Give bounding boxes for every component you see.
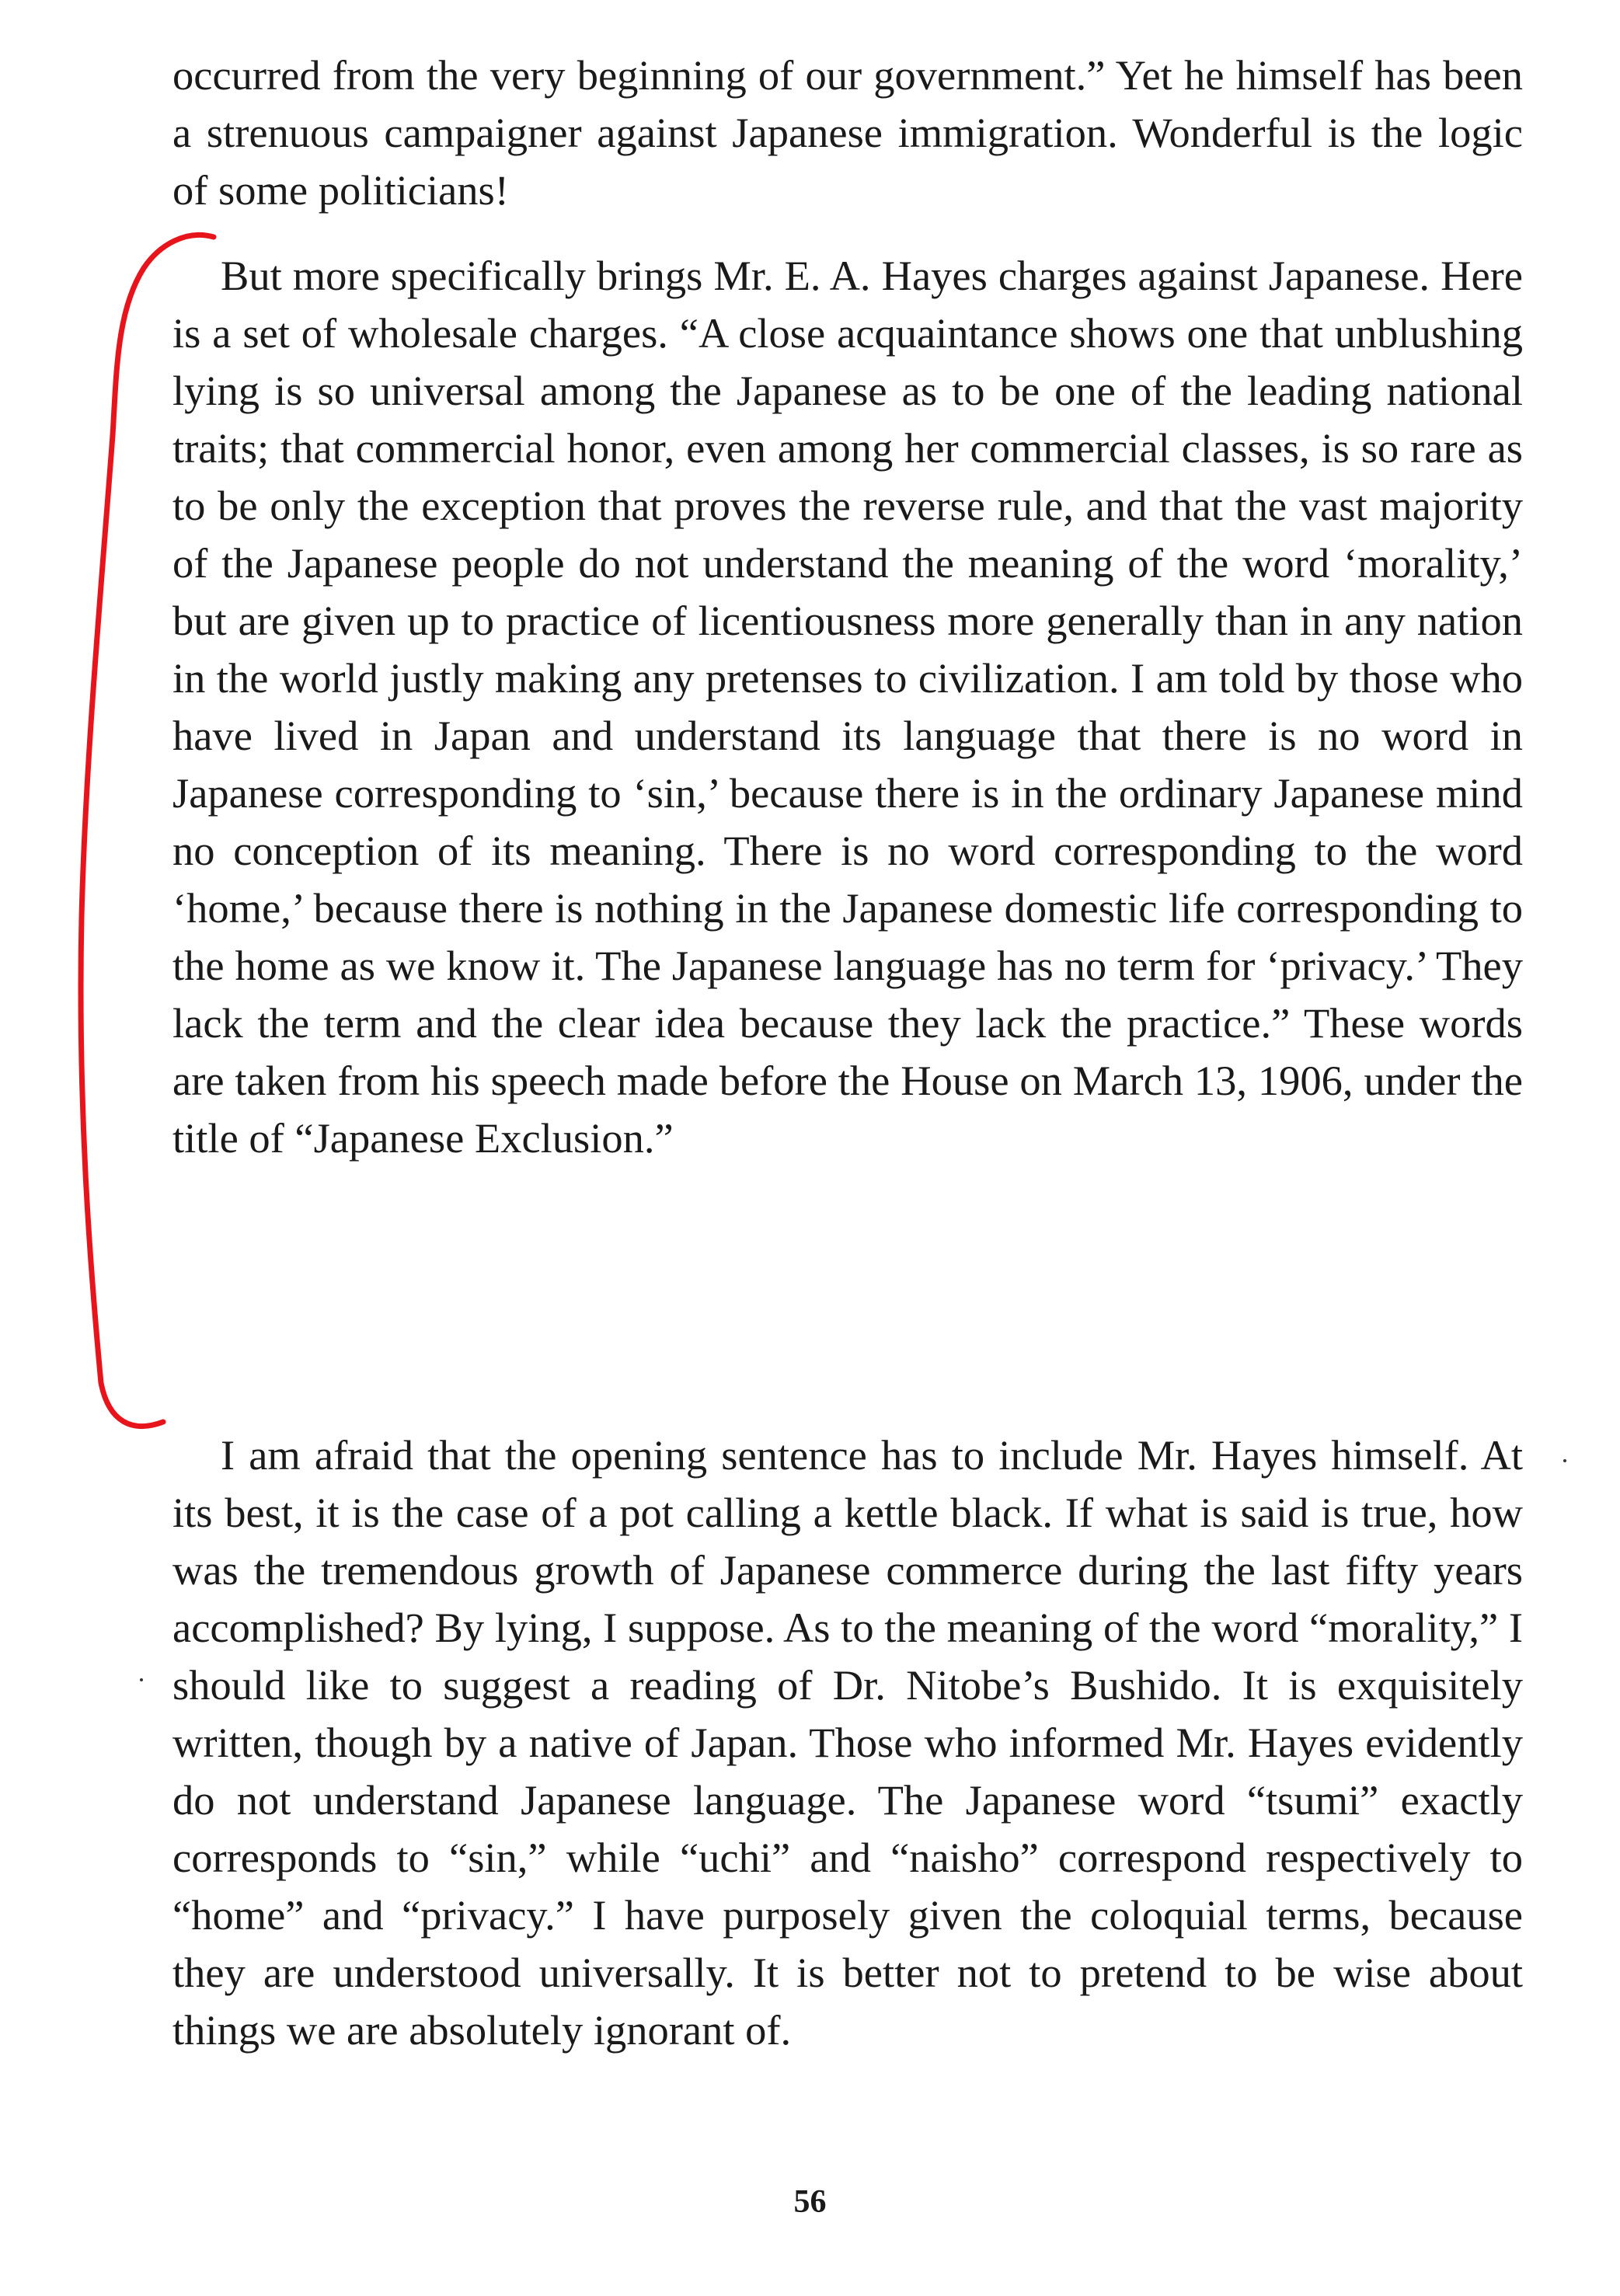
paragraph-3-rebuttal: I am afraid that the opening sentence has to include Mr. Hayes himself. At its best, it is the case of a pot calling a kettle black. If what is said is true, how was the tremendous growth of Japanese commerce during the last fifty years accomplished? By lying, I suppose. As to the meaning of the word “morality,” I should like to suggest a reading of Dr. Nitobe’s Bushido. It is exquisitely written, though by a native of Japan. Those who informed Mr. Hayes evidently do not understand Japanese language. The Japanese word “tsumi” exactly corresponds to “sin,” while “uchi” and “naisho” correspond respectively to “home” and “privacy.” I have purposely given the coloquial terms, because they are understood universally. It is better not to pretend to be wise about things we are absolutely ignorant of.	[172, 1431, 1523, 2054]
paragraph-1: occurred from the very beginning of our government.” Yet he himself has been a strenuous campaigner against Japanese immigration. Wonderful is the logic of some politicians!	[172, 51, 1523, 214]
page-number: 56	[793, 2184, 827, 2220]
paragraph-2-hayes-quote: But more specifically brings Mr. E. A. Hayes charges against Japanese. Here is a set of wholesale charges. “A close acquaintance shows one that unblushing lying is so universal among the Japanese as to be one of the leading national traits; that commercial honor, even among her commercial classes, is so rare as to be only the exception that proves the reverse rule, and that the vast majority of the Japanese people do not understand the meaning of the word ‘morality,’ but are given up to practice of licentiousness more generally than in any nation in the world justly making any pretenses to civilization. I am told by those who have lived in Japan and understand its language that there is no word in Japanese corresponding to ‘sin,’ because there is in the ordinary Japanese mind no conception of its meaning. There is no word corresponding to the word ‘home,’ because there is nothing in the Japanese domestic life corresponding to the home as we know it. The Japanese language has no term for ‘privacy.’ They lack the term and the clear idea because they lack the practice.” These words are taken from his speech made before the House on March 13, 1906, under the title of “Japanese Exclusion.”	[172, 252, 1523, 1162]
stray-dot-right	[1563, 1459, 1566, 1462]
stray-dot-left	[140, 1678, 143, 1681]
